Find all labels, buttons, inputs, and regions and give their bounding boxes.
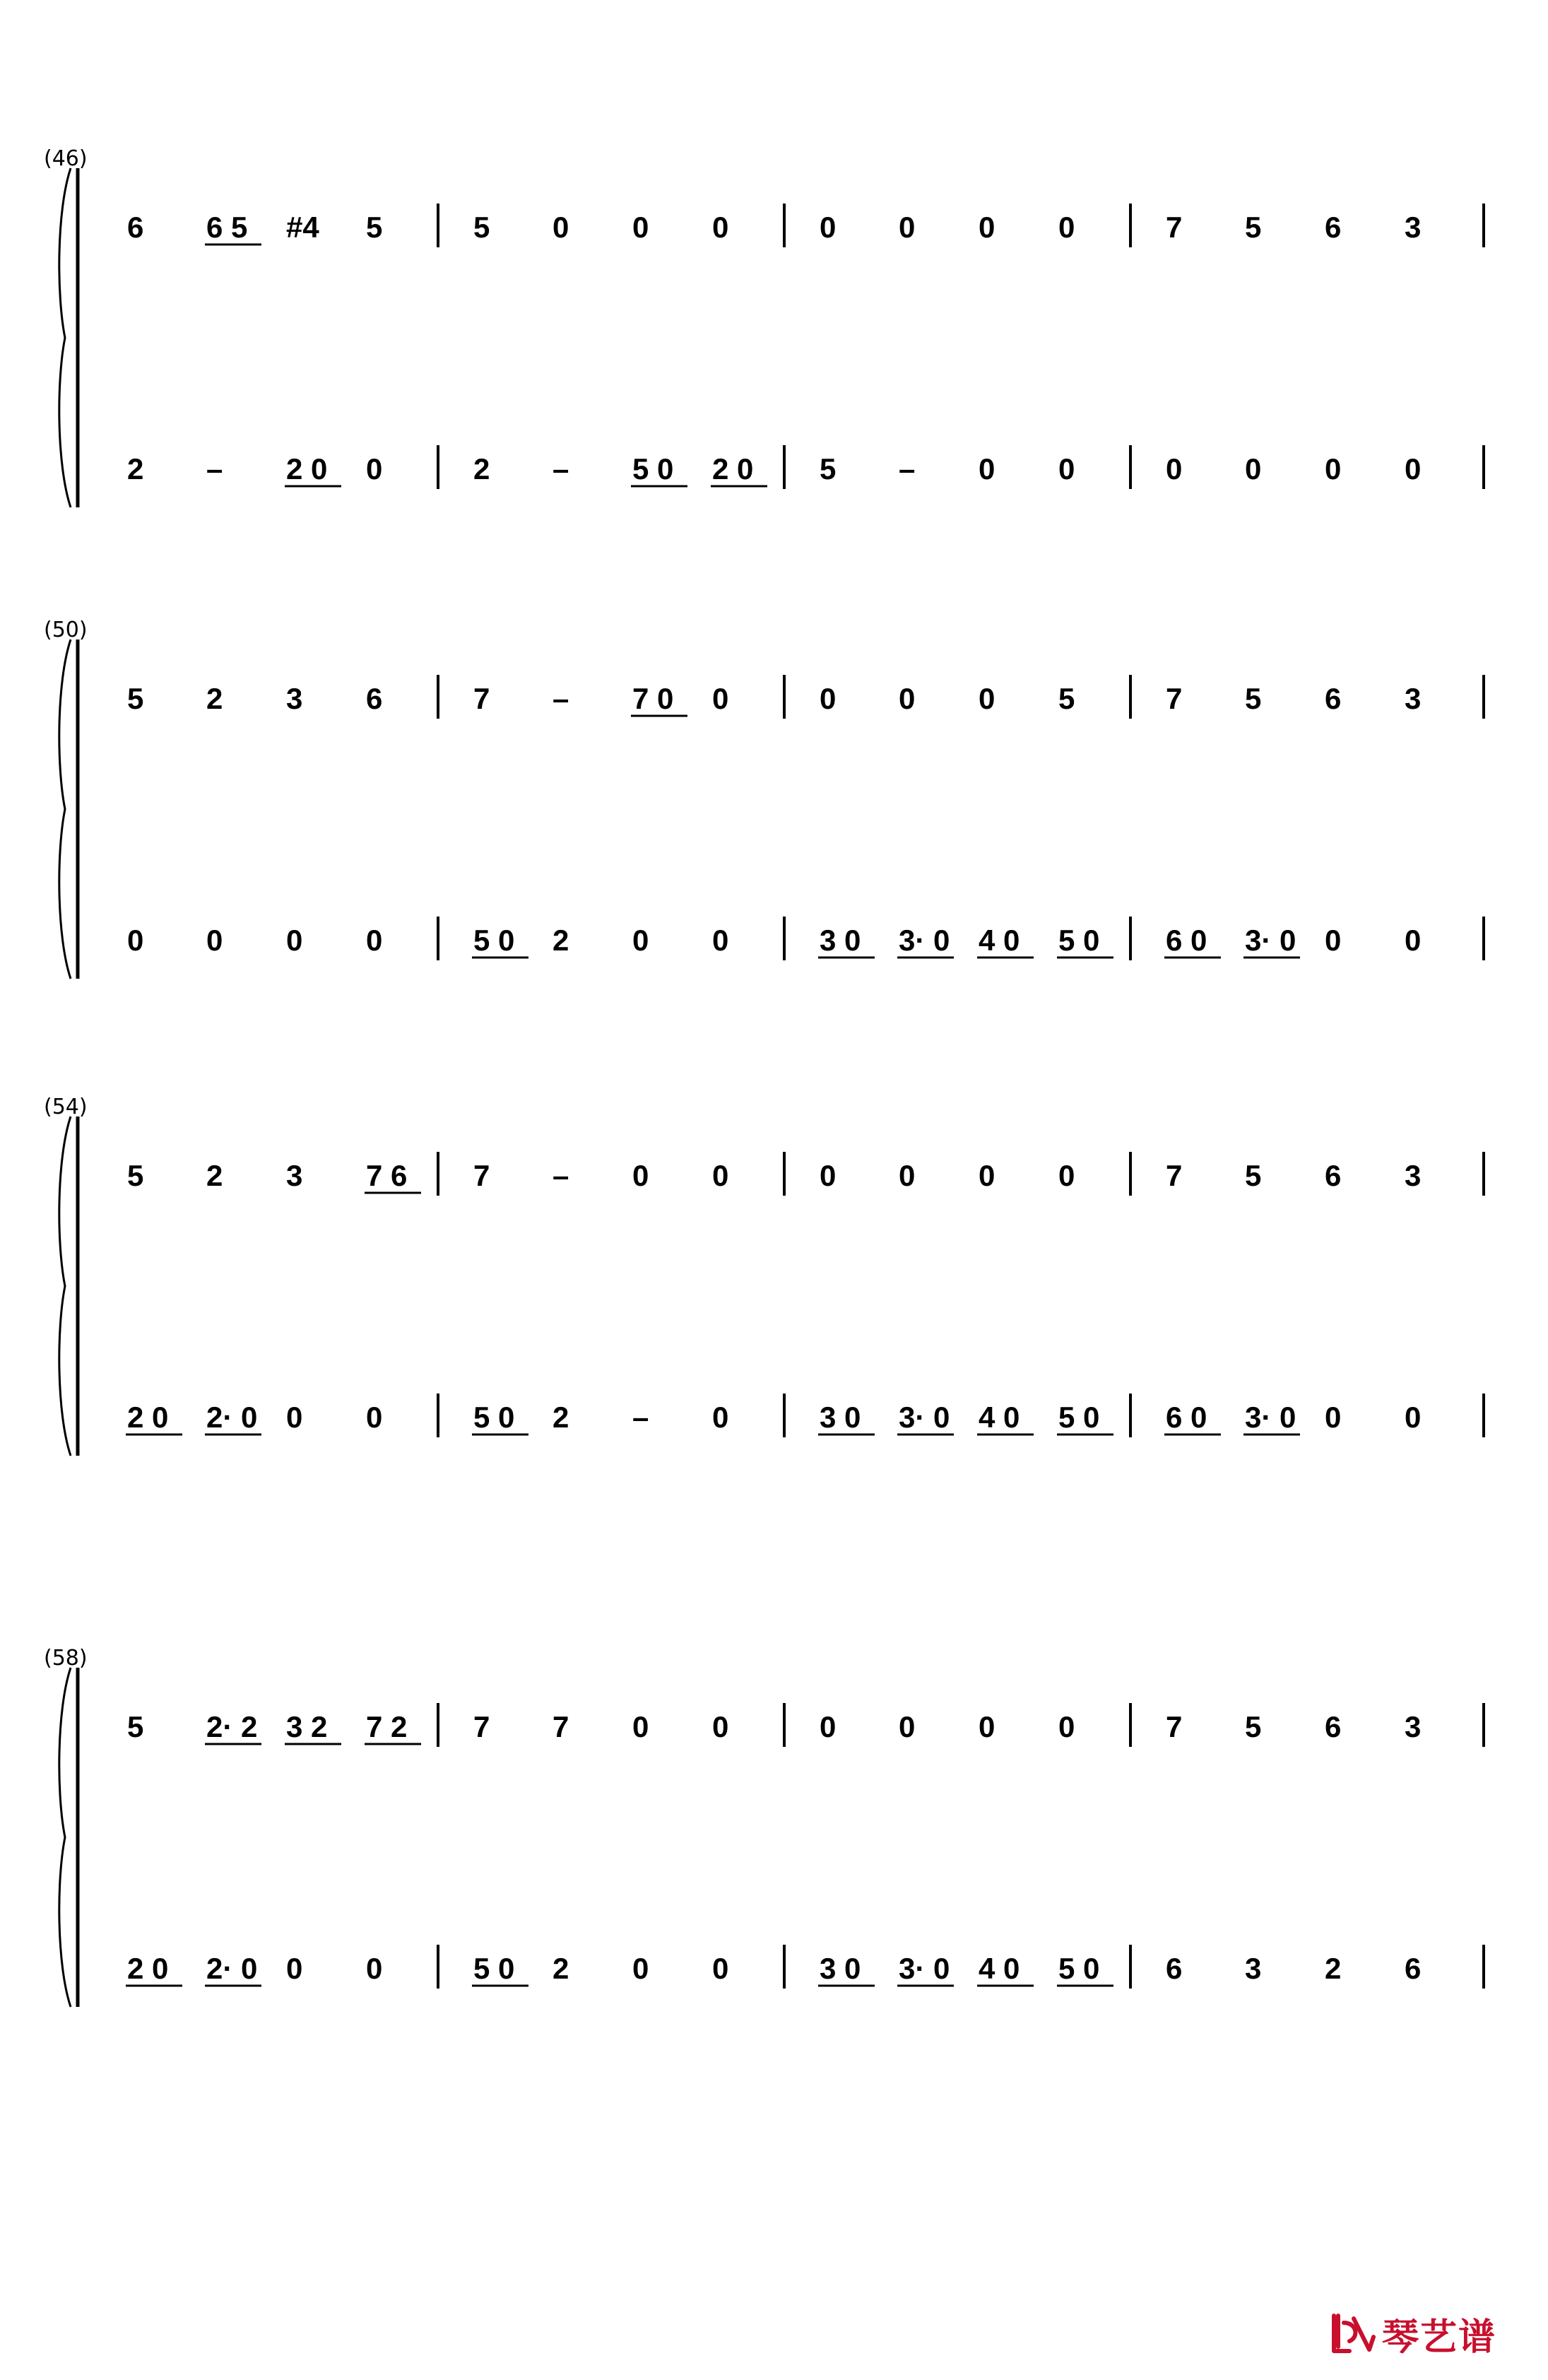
treble-note: 0 xyxy=(712,211,729,244)
treble-note: 3 xyxy=(1405,1710,1422,1743)
bass-note: 6 xyxy=(1166,1952,1183,1985)
bass-note: 0 xyxy=(206,924,223,957)
treble-note: 0 xyxy=(820,1159,837,1192)
treble-note: 0 xyxy=(899,1159,916,1192)
treble-note: 5 xyxy=(127,1710,144,1743)
treble-note: 0 xyxy=(979,682,995,715)
bass-note: 0 xyxy=(366,452,383,485)
bass-note: 5 0 xyxy=(473,1401,515,1434)
treble-note: 6 xyxy=(127,211,144,244)
system-brace xyxy=(59,640,71,979)
treble-note: 7 xyxy=(1166,682,1183,715)
bass-note: 2· 0 xyxy=(206,1401,258,1434)
bass-note: 2 xyxy=(127,452,144,485)
bass-note: 3 xyxy=(1245,1952,1262,1985)
bass-note: 6 0 xyxy=(1166,924,1207,957)
bass-note: 0 xyxy=(366,1952,383,1985)
system-brace xyxy=(59,1668,71,2007)
bass-note: 4 0 xyxy=(979,1401,1020,1434)
watermark-logo xyxy=(1328,2305,1533,2362)
bass-note: 0 xyxy=(1405,924,1422,957)
bass-note: 0 xyxy=(286,1952,303,1985)
bass-note: 0 xyxy=(127,924,144,957)
bass-note: 2 0 xyxy=(286,452,328,485)
bass-note: 0 xyxy=(632,1952,649,1985)
bass-note: 0 xyxy=(286,1401,303,1434)
bass-note: 0 xyxy=(712,924,729,957)
treble-note: 0 xyxy=(632,1159,649,1192)
bass-note: 2 xyxy=(473,452,490,485)
treble-note: 3 xyxy=(286,1159,303,1192)
treble-note: 3 xyxy=(286,682,303,715)
bass-note: 6 0 xyxy=(1166,1401,1207,1434)
treble-note: 0 xyxy=(632,1710,649,1743)
treble-note: 6 xyxy=(366,682,383,715)
system xyxy=(44,618,1484,979)
treble-note: 7 xyxy=(473,1159,490,1192)
treble-note: 0 xyxy=(979,211,995,244)
bass-note: 4 0 xyxy=(979,1952,1020,1985)
treble-note: 0 xyxy=(979,1710,995,1743)
treble-note: 6 xyxy=(1325,211,1342,244)
treble-note: 7 0 xyxy=(632,682,674,715)
bass-note: 0 xyxy=(712,1952,729,1985)
bass-note: 5 0 xyxy=(1058,924,1100,957)
bass-note: 0 xyxy=(1325,1401,1342,1434)
treble-note: 5 xyxy=(1245,1159,1262,1192)
treble-note: 0 xyxy=(899,211,916,244)
treble-note: 5 xyxy=(1058,682,1075,715)
bass-note: 5 0 xyxy=(473,1952,515,1985)
bass-note: – xyxy=(206,452,223,485)
treble-note: 6 xyxy=(1325,1710,1342,1743)
bass-note: 2 0 xyxy=(127,1952,169,1985)
treble-note: 6 5 xyxy=(206,211,248,244)
bass-note: – xyxy=(553,452,569,485)
bass-note: 3 0 xyxy=(820,1952,861,1985)
treble-note: 0 xyxy=(1058,1159,1075,1192)
bass-note: 0 xyxy=(1245,452,1262,485)
treble-note: 0 xyxy=(820,211,837,244)
bass-note: 2 xyxy=(553,1952,569,1985)
treble-note: 7 6 xyxy=(366,1159,408,1192)
bass-note: 3 0 xyxy=(820,1401,861,1434)
bass-note: 3· 0 xyxy=(1245,924,1296,957)
bass-note: 3 0 xyxy=(820,924,861,957)
bass-note: 3· 0 xyxy=(899,1401,950,1434)
bass-note: 0 xyxy=(1058,452,1075,485)
treble-note: 5 xyxy=(1245,211,1262,244)
treble-note: 5 xyxy=(127,1159,144,1192)
bass-note: 3· 0 xyxy=(899,1952,950,1985)
treble-note: 0 xyxy=(712,1710,729,1743)
watermark-text: 琴艺谱 xyxy=(1382,2316,1497,2359)
treble-note: 5 xyxy=(1245,1710,1262,1743)
system-brace xyxy=(59,168,71,507)
bass-note: 0 xyxy=(1325,924,1342,957)
treble-note: #4 xyxy=(286,211,319,244)
treble-note: 2 xyxy=(206,682,223,715)
bass-note: 0 xyxy=(712,1401,729,1434)
treble-note: – xyxy=(553,682,569,715)
treble-note: 5 xyxy=(1245,682,1262,715)
system xyxy=(44,1095,1484,1456)
system xyxy=(44,146,1484,507)
treble-note: 7 xyxy=(553,1710,569,1743)
bass-note: 3· 0 xyxy=(1245,1401,1296,1434)
system xyxy=(44,1646,1484,2007)
bass-note: 5 0 xyxy=(1058,1952,1100,1985)
bass-note: 5 0 xyxy=(1058,1401,1100,1434)
treble-note: 0 xyxy=(899,1710,916,1743)
bass-note: – xyxy=(632,1401,649,1434)
bass-note: 0 xyxy=(366,1401,383,1434)
treble-note: 0 xyxy=(1058,211,1075,244)
bass-note: 0 xyxy=(366,924,383,957)
bass-note: 5 0 xyxy=(473,924,515,957)
bass-note: 2 xyxy=(1325,1952,1342,1985)
bass-note: 4 0 xyxy=(979,924,1020,957)
treble-note: 3 2 xyxy=(286,1710,328,1743)
measure-number: (54) xyxy=(44,1095,88,1119)
treble-note: 6 xyxy=(1325,1159,1342,1192)
bass-note: 2 0 xyxy=(712,452,754,485)
treble-note: 0 xyxy=(899,682,916,715)
bass-note: 0 xyxy=(1405,1401,1422,1434)
treble-note: 6 xyxy=(1325,682,1342,715)
bass-note: 5 xyxy=(820,452,837,485)
bass-note: 2· 0 xyxy=(206,1952,258,1985)
treble-note: 7 xyxy=(473,682,490,715)
treble-note: 0 xyxy=(632,211,649,244)
treble-note: – xyxy=(553,1159,569,1192)
bass-note: 0 xyxy=(632,924,649,957)
bass-note: 2 xyxy=(553,924,569,957)
bass-note: 0 xyxy=(979,452,995,485)
treble-note: 5 xyxy=(127,682,144,715)
bass-note: 6 xyxy=(1405,1952,1422,1985)
treble-note: 2 xyxy=(206,1159,223,1192)
treble-note: 7 2 xyxy=(366,1710,408,1743)
treble-note: 3 xyxy=(1405,682,1422,715)
treble-note: 0 xyxy=(712,1159,729,1192)
score-systems xyxy=(44,146,1484,2007)
treble-note: 0 xyxy=(1058,1710,1075,1743)
bass-note: 0 xyxy=(286,924,303,957)
bass-note: – xyxy=(899,452,916,485)
measure-number: (46) xyxy=(44,146,88,171)
treble-note: 3 xyxy=(1405,1159,1422,1192)
treble-note: 0 xyxy=(820,1710,837,1743)
bass-note: 0 xyxy=(1405,452,1422,485)
bass-note: 0 xyxy=(1325,452,1342,485)
treble-note: 5 xyxy=(366,211,383,244)
measure-number: (50) xyxy=(44,618,88,642)
treble-note: 5 xyxy=(473,211,490,244)
treble-note: 7 xyxy=(1166,211,1183,244)
treble-note: 0 xyxy=(979,1159,995,1192)
bass-note: 3· 0 xyxy=(899,924,950,957)
piano-logo-icon xyxy=(1328,2309,1378,2358)
treble-note: 0 xyxy=(820,682,837,715)
treble-note: 0 xyxy=(553,211,569,244)
treble-note: 7 xyxy=(473,1710,490,1743)
treble-note: 2· 2 xyxy=(206,1710,258,1743)
treble-note: 0 xyxy=(712,682,729,715)
treble-note: 7 xyxy=(1166,1159,1183,1192)
treble-note: 7 xyxy=(1166,1710,1183,1743)
bass-note: 2 0 xyxy=(127,1401,169,1434)
bass-note: 5 0 xyxy=(632,452,674,485)
measure-number: (58) xyxy=(44,1646,88,1671)
treble-note: 3 xyxy=(1405,211,1422,244)
bass-note: 2 xyxy=(553,1401,569,1434)
bass-note: 0 xyxy=(1166,452,1183,485)
system-brace xyxy=(59,1117,71,1456)
